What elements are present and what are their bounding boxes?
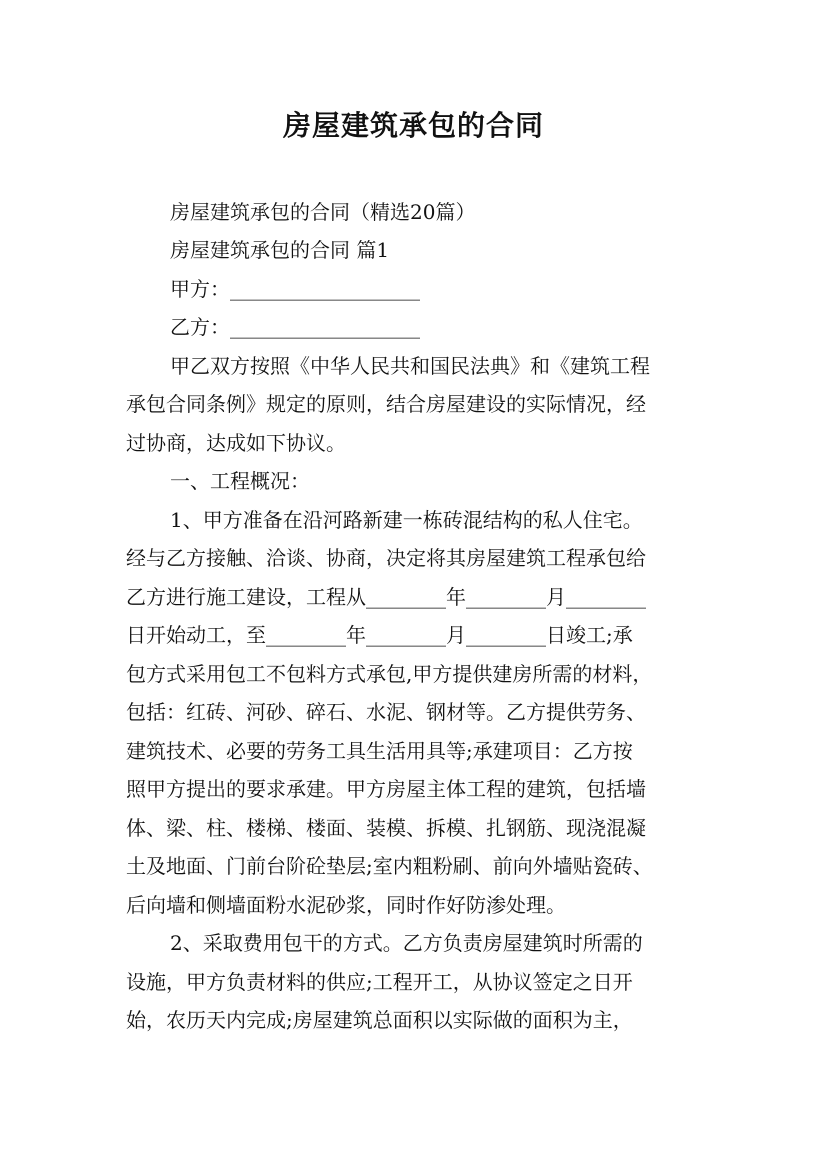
party-a-line: 甲方：___________________ [170,277,420,301]
section-heading: 房屋建筑承包的合同 篇1 [170,238,390,262]
paragraph-line: 始，农历天内完成;房屋建筑总面积以实际做的面积为主， [126,1008,633,1032]
paragraph-line: 承包合同条例》规定的原则，结合房屋建设的实际情况，经 [126,392,646,416]
paragraph-line: 土及地面、门前台阶砼垫层;室内粗粉刷、前向外墙贴瓷砖、 [126,854,653,878]
paragraph-line: 包括：红砖、河砂、碎石、水泥、钢材等。乙方提供劳务、 [126,700,646,724]
paragraph-line: 建筑技术、必要的劳务工具生活用具等;承建项目：乙方按 [126,739,633,763]
paragraph-line: 过协商，达成如下协议。 [126,431,346,455]
subtitle-line: 房屋建筑承包的合同（精选20篇） [170,200,476,224]
paragraph-line: 经与乙方接触、洽谈、协商，决定将其房屋建筑工程承包给 [126,546,646,570]
paragraph-line: 1、甲方准备在沿河路新建一栋砖混结构的私人住宅。 [170,508,643,532]
paragraph-line: 日开始动工，至________年________月________日竣工;承 [126,623,633,647]
paragraph-line: 后向墙和侧墙面粉水泥砂浆，同时作好防渗处理。 [126,893,566,917]
paragraph-line: 包方式采用包工不包料方式承包,甲方提供建房所需的材料， [126,662,653,686]
paragraph-line: 乙方进行施工建设，工程从________年________月________ [126,585,646,609]
section-heading: 一、工程概况： [170,469,310,493]
document-title: 房屋建筑承包的合同 [282,109,544,142]
paragraph-line: 体、梁、柱、楼梯、楼面、装模、拆模、扎钢筋、现浇混凝 [126,816,646,840]
paragraph-line: 2、采取费用包干的方式。乙方负责房屋建筑时所需的 [170,931,643,955]
paragraph-line: 甲乙双方按照《中华人民共和国民法典》和《建筑工程 [170,354,650,378]
party-b-line: 乙方：___________________ [170,315,420,339]
paragraph-line: 照甲方提出的要求承建。甲方房屋主体工程的建筑，包括墙 [126,777,646,801]
paragraph-line: 设施，甲方负责材料的供应;工程开工，从协议签定之日开 [126,970,633,994]
